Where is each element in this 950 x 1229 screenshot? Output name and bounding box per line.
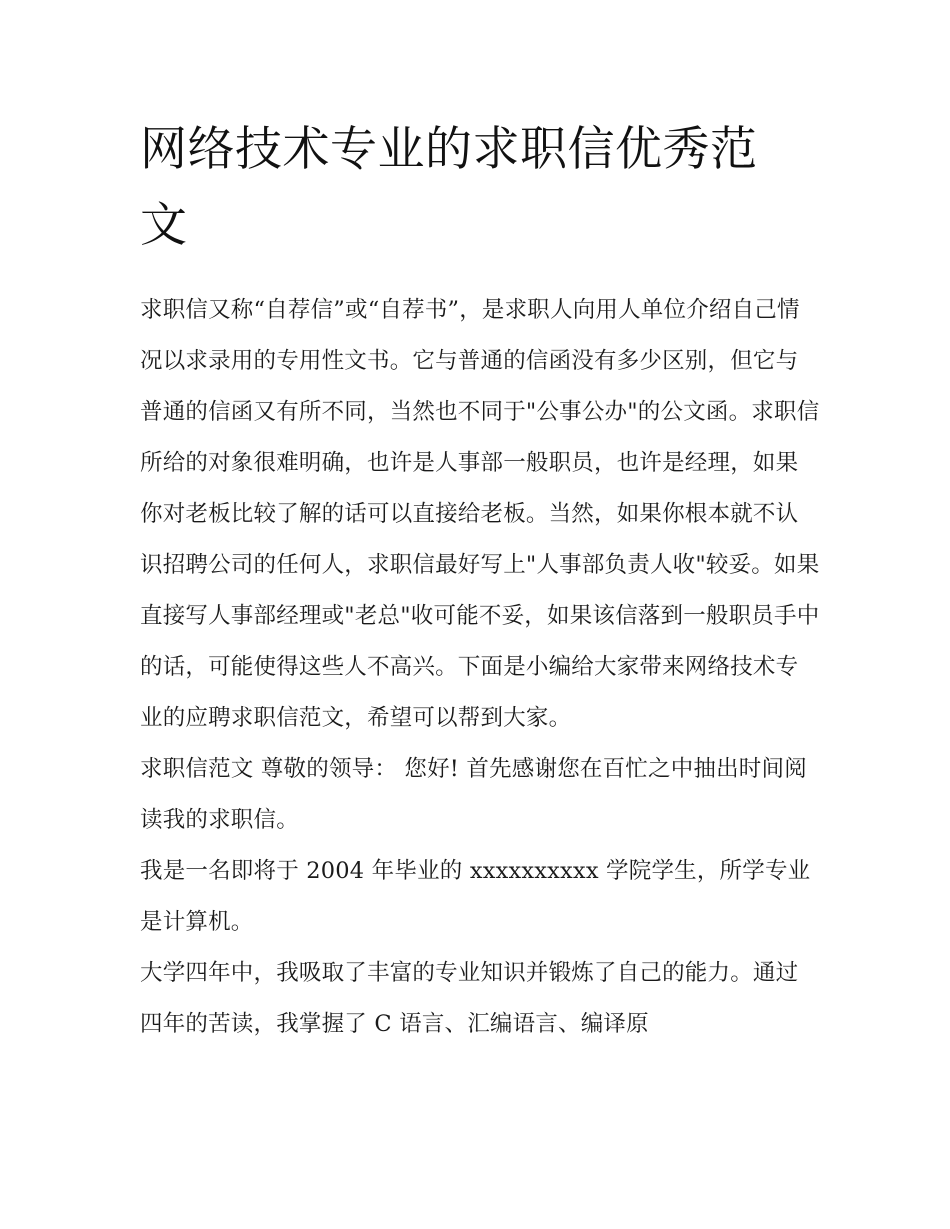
greeting-paragraph: 求职信范文 尊敬的领导： 您好! 首先感谢您在百忙之中抽出时间阅读我的求职信。 xyxy=(140,756,807,833)
intro-paragraph: 求职信又称“自荐信”或“自荐书”，是求职人向用人单位介绍自己情况以求录用的专用性文书。它与普通的信函没有多少区别，但它与普通的信函又有所不同，当然也不同于"公事公办"的公文函。求职信所给的对象很难明确，也许是人事部一般职员，也许是经理，如果你对老板比较了解的话可以直接给老板。当然，如果你根本就不认识招聘公司的任何人，求职信最好写上"人事部负责人收"较妥。如果直接写人事部经理或"老总"收可能不妥，如果该信落到一般职员手中的话，可能使得这些人不高兴。下面是小编给大家带来网络技术专业的应聘求职信范文，希望可以帮到大家。 xyxy=(140,297,820,731)
study-paragraph: 大学四年中，我吸取了丰富的专业知识并锻炼了自己的能力。通过四年的苦读，我掌握了 C 语言、汇编语言、编译原 xyxy=(140,960,799,1037)
document-body xyxy=(140,285,820,1050)
document-title: 网络技术专业的求职信优秀范文 xyxy=(140,122,758,253)
document-page xyxy=(140,112,820,1050)
self-intro-paragraph: 我是一名即将于 2004 年毕业的 xxxxxxxxxx 学院学生，所学专业是计算机。 xyxy=(140,858,811,935)
